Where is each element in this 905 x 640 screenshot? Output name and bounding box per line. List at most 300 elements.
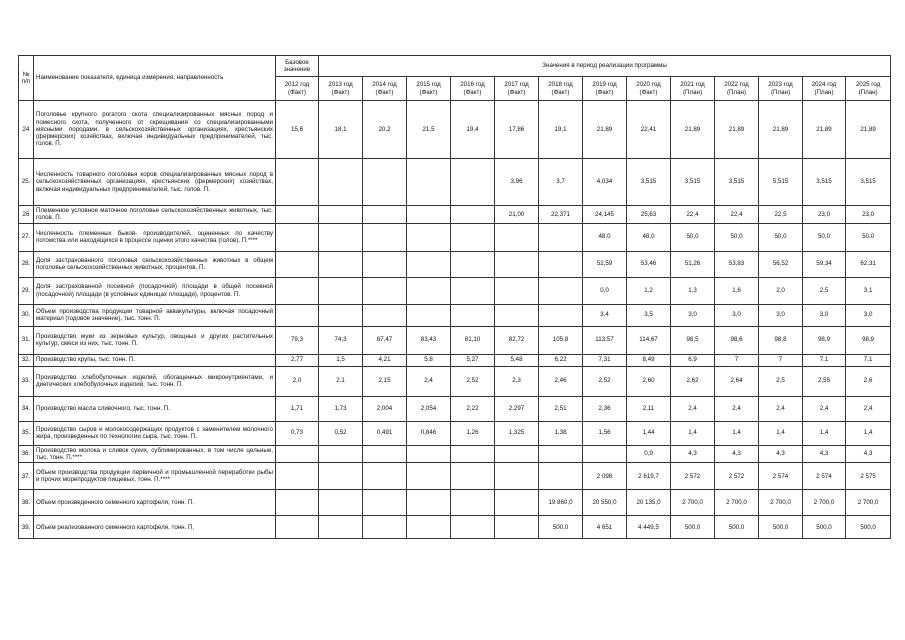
value-cell bbox=[319, 490, 363, 516]
header-year-label: 2013 год bbox=[328, 81, 353, 89]
row-number: 33. bbox=[19, 366, 34, 396]
table-row bbox=[19, 159, 891, 206]
value-cell: 3,5 bbox=[627, 304, 671, 326]
value-cell: 3,515 bbox=[803, 159, 846, 206]
indicator-name: Племенное условное маточное поголовье сельскохозяйственных животных, тыс. голов. П. bbox=[34, 206, 276, 224]
row-number: 38. bbox=[19, 490, 34, 516]
header-year-label: 2015 год bbox=[416, 81, 441, 89]
header-year-13 bbox=[846, 77, 891, 101]
value-cell: 2 572 bbox=[715, 463, 759, 490]
value-cell: 2 700,0 bbox=[759, 490, 803, 516]
value-cell: 500,0 bbox=[715, 516, 759, 539]
value-cell bbox=[495, 516, 539, 539]
header-year-status: (План) bbox=[770, 88, 791, 96]
header-year-status: (Факт) bbox=[507, 88, 526, 96]
table-row bbox=[19, 445, 891, 463]
value-cell bbox=[319, 277, 363, 304]
value-cell: 2,1 bbox=[319, 366, 363, 396]
header-year-status: (Факт) bbox=[551, 88, 570, 96]
value-cell bbox=[276, 277, 319, 304]
value-cell: 82,72 bbox=[495, 326, 539, 354]
value-cell bbox=[276, 159, 319, 206]
value-cell: 22,371 bbox=[539, 206, 583, 224]
value-cell: 1,4 bbox=[846, 421, 891, 445]
value-cell bbox=[319, 251, 363, 277]
header-year-label: 2018 год bbox=[548, 81, 573, 89]
header-year-status: (План) bbox=[814, 88, 834, 96]
value-cell: 22,4 bbox=[671, 206, 715, 224]
value-cell: 2,15 bbox=[363, 366, 407, 396]
value-cell: 500,0 bbox=[846, 516, 891, 539]
value-cell bbox=[363, 223, 407, 251]
header-year-11 bbox=[759, 77, 803, 101]
value-cell: 2,4 bbox=[407, 366, 451, 396]
value-cell: 0,846 bbox=[407, 421, 451, 445]
value-cell bbox=[451, 516, 495, 539]
value-cell: 2 574 bbox=[759, 463, 803, 490]
value-cell: 500,0 bbox=[671, 516, 715, 539]
value-cell bbox=[363, 251, 407, 277]
value-cell: 21,89 bbox=[671, 101, 715, 159]
value-cell bbox=[495, 277, 539, 304]
value-cell: 2 700,0 bbox=[846, 490, 891, 516]
row-number: 25. bbox=[19, 159, 34, 206]
header-year-status: (Факт) bbox=[463, 88, 482, 96]
value-cell: 48,0 bbox=[583, 223, 627, 251]
value-cell: 53,46 bbox=[627, 251, 671, 277]
value-cell: 2,77 bbox=[276, 354, 319, 366]
header-year-status: (Факт) bbox=[331, 88, 350, 96]
header-year-status: (Факт) bbox=[639, 88, 658, 96]
table-row bbox=[19, 366, 891, 396]
value-cell: 5,48 bbox=[495, 354, 539, 366]
value-cell: 3,4 bbox=[583, 304, 627, 326]
value-cell: 2 700,0 bbox=[671, 490, 715, 516]
value-cell: 23,0 bbox=[846, 206, 891, 224]
table-row bbox=[19, 326, 891, 354]
value-cell: 98,9 bbox=[803, 326, 846, 354]
value-cell: 20 550,0 bbox=[583, 490, 627, 516]
value-cell bbox=[495, 463, 539, 490]
value-cell: 98,8 bbox=[759, 326, 803, 354]
value-cell bbox=[276, 304, 319, 326]
value-cell: 2 700,0 bbox=[803, 490, 846, 516]
value-cell: 2,004 bbox=[363, 396, 407, 421]
value-cell: 5,515 bbox=[759, 159, 803, 206]
value-cell: 15,6 bbox=[276, 101, 319, 159]
header-base: Базовое значение bbox=[276, 56, 319, 77]
header-year-7 bbox=[583, 77, 627, 101]
value-cell bbox=[276, 445, 319, 463]
value-cell: 20,2 bbox=[363, 101, 407, 159]
row-number: 29. bbox=[19, 277, 34, 304]
value-cell: 1,3 bbox=[671, 277, 715, 304]
table-row bbox=[19, 304, 891, 326]
value-cell bbox=[319, 445, 363, 463]
value-cell: 114,67 bbox=[627, 326, 671, 354]
table-row bbox=[19, 516, 891, 539]
value-cell bbox=[451, 490, 495, 516]
value-cell: 0,0 bbox=[583, 277, 627, 304]
value-cell: 6,22 bbox=[539, 354, 583, 366]
value-cell bbox=[363, 445, 407, 463]
header-year-2 bbox=[363, 77, 407, 101]
value-cell bbox=[495, 223, 539, 251]
value-cell bbox=[451, 159, 495, 206]
value-cell: 59,34 bbox=[803, 251, 846, 277]
indicator-name: Производство сыров и молокосодержащих продуктов с заменителем молочного жира, произведенных по технологии сыра, тыс. тонн. П. bbox=[34, 421, 276, 445]
value-cell: 98,5 bbox=[671, 326, 715, 354]
value-cell bbox=[319, 516, 363, 539]
indicator-name: Поголовье крупного рогатого скота специализированных мясных пород и помесного скота, полученного от скрещивания со специализированными мясными породами, в сельскохозяйственных организациях, крестьянских (фермерских) хозяйствах, включая индивидуальных предпринимателей, тыс. голов. П. bbox=[34, 101, 276, 159]
value-cell bbox=[407, 516, 451, 539]
value-cell: 1,4 bbox=[671, 421, 715, 445]
value-cell: 500,0 bbox=[539, 516, 583, 539]
value-cell: 52,59 bbox=[583, 251, 627, 277]
value-cell bbox=[451, 463, 495, 490]
value-cell: 2,0 bbox=[276, 366, 319, 396]
value-cell: 1,4 bbox=[803, 421, 846, 445]
value-cell: 0,9 bbox=[627, 445, 671, 463]
value-cell: 1,2 bbox=[627, 277, 671, 304]
value-cell: 53,83 bbox=[715, 251, 759, 277]
indicator-name: Производство масла сливочного, тыс. тонн. П. bbox=[34, 396, 276, 421]
header-year-status: (Факт) bbox=[375, 88, 394, 96]
value-cell: 3,515 bbox=[846, 159, 891, 206]
value-cell: 21,89 bbox=[846, 101, 891, 159]
row-number: 31. bbox=[19, 326, 34, 354]
value-cell: 2 619,7 bbox=[627, 463, 671, 490]
value-cell: 2,46 bbox=[539, 366, 583, 396]
indicator-name: Численность племенных быков- производителей, оцененных по качеству потомства или находящихся в процессе оценки этого качества (голов), П.**** bbox=[34, 223, 276, 251]
value-cell: 50,0 bbox=[803, 223, 846, 251]
value-cell: 1,56 bbox=[583, 421, 627, 445]
indicator-name: Численность товарного поголовья коров специализированных мясных пород в сельскохозяйственных организациях, крестьянских (фермерских) хозяйствах, включая индивидуальных предпринимателей, тыс. голов. П. bbox=[34, 159, 276, 206]
value-cell: 2,3 bbox=[495, 366, 539, 396]
value-cell: 2 700,0 bbox=[715, 490, 759, 516]
value-cell: 98,9 bbox=[846, 326, 891, 354]
value-cell bbox=[583, 445, 627, 463]
indicator-table-page bbox=[18, 55, 880, 539]
value-cell bbox=[363, 463, 407, 490]
table-row bbox=[19, 421, 891, 445]
table-row bbox=[19, 251, 891, 277]
value-cell bbox=[363, 516, 407, 539]
indicator-name: Производство крупы, тыс. тонн. П. bbox=[34, 354, 276, 366]
value-cell: 87,47 bbox=[363, 326, 407, 354]
header-name: Наименование показателя, единица измерения, направленность bbox=[34, 56, 276, 101]
value-cell: 2 098 bbox=[583, 463, 627, 490]
value-cell: 50,0 bbox=[715, 223, 759, 251]
row-number: 37. bbox=[19, 463, 34, 490]
header-year-label: 2017 год bbox=[504, 81, 529, 89]
header-year-label: 2021 год bbox=[680, 81, 705, 89]
value-cell: 22,4 bbox=[715, 206, 759, 224]
row-number: 30. bbox=[19, 304, 34, 326]
value-cell bbox=[451, 304, 495, 326]
value-cell: 19 860,0 bbox=[539, 490, 583, 516]
value-cell: 79,3 bbox=[276, 326, 319, 354]
row-number: 27. bbox=[19, 223, 34, 251]
row-number: 26 bbox=[19, 206, 34, 224]
header-period: Значения в период реализации программы bbox=[319, 56, 891, 77]
value-cell: 21,89 bbox=[583, 101, 627, 159]
value-cell: 0,491 bbox=[363, 421, 407, 445]
header-num: № п/п bbox=[19, 56, 34, 101]
value-cell: 1,71 bbox=[276, 396, 319, 421]
header-year-status: (Факт) bbox=[419, 88, 438, 96]
table-row bbox=[19, 490, 891, 516]
value-cell: 83,43 bbox=[407, 326, 451, 354]
value-cell bbox=[363, 206, 407, 224]
row-number: 34. bbox=[19, 396, 34, 421]
value-cell: 8,49 bbox=[627, 354, 671, 366]
value-cell bbox=[276, 490, 319, 516]
value-cell: 50,0 bbox=[759, 223, 803, 251]
value-cell: 2 572 bbox=[671, 463, 715, 490]
value-cell: 4,3 bbox=[715, 445, 759, 463]
value-cell bbox=[363, 490, 407, 516]
table-row bbox=[19, 354, 891, 366]
value-cell bbox=[539, 463, 583, 490]
value-cell: 3,0 bbox=[803, 304, 846, 326]
indicator-name: Производство муки из зерновых культур, овощных и других растительных культур, смеси из них, тыс. тонн. П. bbox=[34, 326, 276, 354]
value-cell bbox=[407, 223, 451, 251]
value-cell: 2,4 bbox=[846, 396, 891, 421]
value-cell: 2,6 bbox=[846, 366, 891, 396]
value-cell: 3,1 bbox=[846, 277, 891, 304]
value-cell: 1,4 bbox=[715, 421, 759, 445]
header-year-status: (План) bbox=[858, 88, 878, 96]
value-cell bbox=[276, 206, 319, 224]
header-year-9 bbox=[671, 77, 715, 101]
row-number: 39. bbox=[19, 516, 34, 539]
value-cell bbox=[407, 277, 451, 304]
value-cell: 2,55 bbox=[803, 366, 846, 396]
value-cell bbox=[363, 159, 407, 206]
value-cell: 2,51 bbox=[539, 396, 583, 421]
value-cell bbox=[407, 159, 451, 206]
value-cell: 2,64 bbox=[715, 366, 759, 396]
value-cell: 2,5 bbox=[759, 366, 803, 396]
indicator-name: Объем произведенного семенного картофеля, тонн. П. bbox=[34, 490, 276, 516]
table-header bbox=[19, 56, 891, 101]
value-cell: 4,3 bbox=[759, 445, 803, 463]
value-cell: 0,73 bbox=[276, 421, 319, 445]
value-cell: 2,4 bbox=[715, 396, 759, 421]
value-cell: 56,52 bbox=[759, 251, 803, 277]
value-cell bbox=[451, 223, 495, 251]
value-cell: 2,22 bbox=[451, 396, 495, 421]
header-year-6 bbox=[539, 77, 583, 101]
value-cell: 50,0 bbox=[671, 223, 715, 251]
value-cell: 81,10 bbox=[451, 326, 495, 354]
value-cell: 500,0 bbox=[803, 516, 846, 539]
header-year-12 bbox=[803, 77, 846, 101]
value-cell bbox=[319, 159, 363, 206]
value-cell: 21,89 bbox=[715, 101, 759, 159]
header-year-status: (Факт) bbox=[595, 88, 614, 96]
value-cell: 21,89 bbox=[803, 101, 846, 159]
value-cell bbox=[407, 445, 451, 463]
value-cell: 1,44 bbox=[627, 421, 671, 445]
value-cell: 3,515 bbox=[671, 159, 715, 206]
header-year-label: 2025 год bbox=[855, 81, 881, 89]
value-cell: 2,4 bbox=[671, 396, 715, 421]
value-cell bbox=[451, 206, 495, 224]
header-year-8 bbox=[627, 77, 671, 101]
row-number: 32. bbox=[19, 354, 34, 366]
value-cell: 4 651 bbox=[583, 516, 627, 539]
header-year-5 bbox=[495, 77, 539, 101]
header-year-status: (План) bbox=[682, 88, 703, 96]
value-cell: 22,41 bbox=[627, 101, 671, 159]
value-cell bbox=[539, 304, 583, 326]
value-cell: 7 bbox=[715, 354, 759, 366]
value-cell bbox=[407, 463, 451, 490]
value-cell bbox=[539, 223, 583, 251]
value-cell: 98,6 bbox=[715, 326, 759, 354]
indicator-name: Производство хлебобулочных изделий, обогащенных микронутриентами, и диетических хлебобулочных изделий, тыс. тонн. П. bbox=[34, 366, 276, 396]
value-cell bbox=[276, 463, 319, 490]
header-year-4 bbox=[451, 77, 495, 101]
header-year-label: 2012 год bbox=[284, 81, 310, 89]
value-cell: 2,0 bbox=[759, 277, 803, 304]
value-cell: 4,3 bbox=[846, 445, 891, 463]
table-row bbox=[19, 396, 891, 421]
table-row bbox=[19, 206, 891, 224]
value-cell: 113,57 bbox=[583, 326, 627, 354]
value-cell: 7,1 bbox=[803, 354, 846, 366]
value-cell: 2 574 bbox=[803, 463, 846, 490]
value-cell: 0,52 bbox=[319, 421, 363, 445]
header-year-status: (Факт) bbox=[288, 88, 306, 96]
value-cell: 62,31 bbox=[846, 251, 891, 277]
value-cell: 5,8 bbox=[407, 354, 451, 366]
value-cell bbox=[407, 490, 451, 516]
value-cell: 3,515 bbox=[627, 159, 671, 206]
value-cell: 2,11 bbox=[627, 396, 671, 421]
value-cell bbox=[495, 251, 539, 277]
value-cell: 2,62 bbox=[671, 366, 715, 396]
table-row bbox=[19, 101, 891, 159]
value-cell: 1,38 bbox=[539, 421, 583, 445]
value-cell: 1,73 bbox=[319, 396, 363, 421]
indicator-name: Объем реализованного семенного картофеля, тонн. П. bbox=[34, 516, 276, 539]
value-cell: 4,3 bbox=[803, 445, 846, 463]
value-cell bbox=[407, 251, 451, 277]
value-cell: 1,26 bbox=[451, 421, 495, 445]
header-year-label: 2023 год bbox=[768, 81, 793, 89]
header-year-label: 2016 год bbox=[460, 81, 485, 89]
value-cell: 5,27 bbox=[451, 354, 495, 366]
value-cell: 500,0 bbox=[759, 516, 803, 539]
header-year-10 bbox=[715, 77, 759, 101]
value-cell: 7,1 bbox=[846, 354, 891, 366]
value-cell: 3,96 bbox=[495, 159, 539, 206]
value-cell: 1,325 bbox=[495, 421, 539, 445]
value-cell bbox=[539, 277, 583, 304]
value-cell: 3,7 bbox=[539, 159, 583, 206]
indicator-name: Производство молока и сливок сухих, сублимированных, в том числе цельные, тыс. тонн. П.**** bbox=[34, 445, 276, 463]
value-cell: 4,034 bbox=[583, 159, 627, 206]
value-cell bbox=[319, 223, 363, 251]
row-number: 24 bbox=[19, 101, 34, 159]
header-year-label: 2019 год bbox=[592, 81, 617, 89]
value-cell bbox=[495, 445, 539, 463]
value-cell: 2,60 bbox=[627, 366, 671, 396]
value-cell: 1,6 bbox=[715, 277, 759, 304]
value-cell bbox=[363, 304, 407, 326]
value-cell bbox=[363, 277, 407, 304]
table-row bbox=[19, 463, 891, 490]
value-cell: 3,0 bbox=[759, 304, 803, 326]
value-cell: 3,0 bbox=[715, 304, 759, 326]
value-cell: 2,52 bbox=[451, 366, 495, 396]
value-cell: 17,86 bbox=[495, 101, 539, 159]
value-cell bbox=[451, 445, 495, 463]
table-row bbox=[19, 223, 891, 251]
value-cell bbox=[451, 277, 495, 304]
header-year-label: 2014 год bbox=[372, 81, 397, 89]
value-cell bbox=[319, 304, 363, 326]
value-cell: 1,5 bbox=[319, 354, 363, 366]
value-cell bbox=[319, 463, 363, 490]
table-row bbox=[19, 277, 891, 304]
value-cell: 7,31 bbox=[583, 354, 627, 366]
indicator-name: Объем производства продукции товарной аквакультуры, включая посадочный материал (годовое значение), тыс. тонн. П. bbox=[34, 304, 276, 326]
value-cell bbox=[539, 251, 583, 277]
value-cell: 2,4 bbox=[803, 396, 846, 421]
value-cell: 18,1 bbox=[319, 101, 363, 159]
value-cell: 22,5 bbox=[759, 206, 803, 224]
value-cell: 20 135,0 bbox=[627, 490, 671, 516]
value-cell: 2,297 bbox=[495, 396, 539, 421]
header-year-label: 2022 год bbox=[724, 81, 749, 89]
header-year-label: 2024 год bbox=[811, 81, 837, 89]
header-year-status: (План) bbox=[726, 88, 747, 96]
value-cell bbox=[319, 206, 363, 224]
value-cell: 24,145 bbox=[583, 206, 627, 224]
value-cell: 19,1 bbox=[539, 101, 583, 159]
value-cell bbox=[407, 206, 451, 224]
value-cell bbox=[276, 223, 319, 251]
value-cell: 19,4 bbox=[451, 101, 495, 159]
indicator-name: Доля застрахованной посевной (посадочной) площади в общей посевной (посадочной) площади (в условных единицах площади), процентов. П. bbox=[34, 277, 276, 304]
value-cell: 2,52 bbox=[583, 366, 627, 396]
value-cell: 6,9 bbox=[671, 354, 715, 366]
indicator-name: Доля застрахованного поголовья сельскохозяйственных животных в общем поголовье сельскохозяйственных животных, процентов. П. bbox=[34, 251, 276, 277]
header-year-1 bbox=[319, 77, 363, 101]
value-cell: 3,0 bbox=[671, 304, 715, 326]
value-cell: 2,054 bbox=[407, 396, 451, 421]
value-cell: 105,8 bbox=[539, 326, 583, 354]
value-cell: 2,36 bbox=[583, 396, 627, 421]
value-cell: 1,4 bbox=[759, 421, 803, 445]
value-cell: 74,3 bbox=[319, 326, 363, 354]
value-cell bbox=[451, 251, 495, 277]
header-year-0 bbox=[276, 77, 319, 101]
value-cell: 50,0 bbox=[846, 223, 891, 251]
value-cell: 2 575 bbox=[846, 463, 891, 490]
table-body bbox=[19, 101, 891, 539]
value-cell bbox=[276, 516, 319, 539]
value-cell bbox=[495, 490, 539, 516]
value-cell bbox=[407, 304, 451, 326]
header-year-label: 2020 год bbox=[636, 81, 661, 89]
value-cell: 23,0 bbox=[803, 206, 846, 224]
value-cell: 21,00 bbox=[495, 206, 539, 224]
